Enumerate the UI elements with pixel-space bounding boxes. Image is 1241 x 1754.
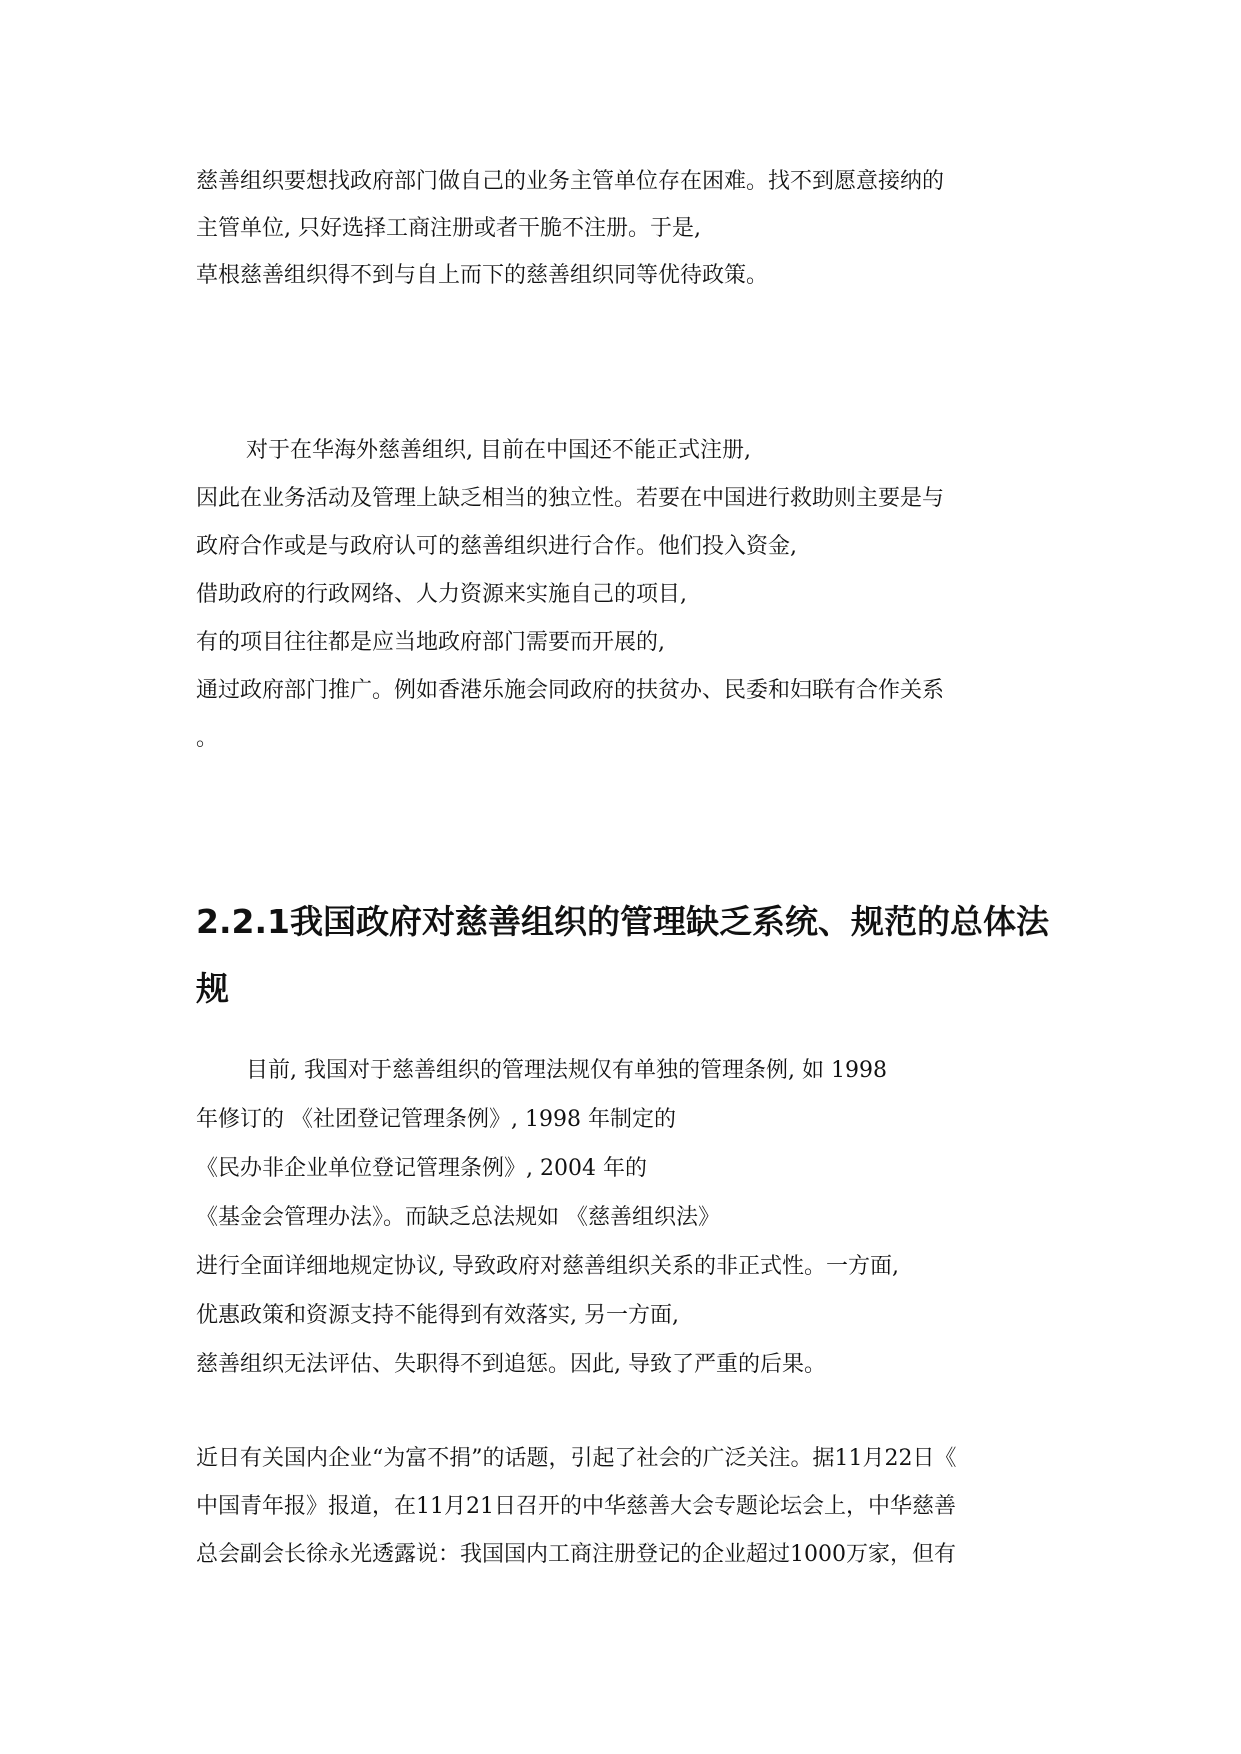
section-heading-line-1: 2.2.1我国政府对慈善组织的管理缺乏系统、规范的总体法 xyxy=(196,902,1049,941)
para2-line-1: 对于在华海外慈善组织, 目前在中国还不能正式注册, xyxy=(246,438,751,463)
para3-line-3: 《民办非企业单位登记管理条例》, 2004 年的 xyxy=(196,1156,647,1181)
para3-line-7: 慈善组织无法评估、失职得不到追惩。因此, 导致了严重的后果。 xyxy=(196,1352,826,1377)
para4-line-2: 中国青年报》报道，在11月21日召开的中华慈善大会专题论坛会上，中华慈善 xyxy=(196,1494,956,1519)
para3-line-5: 进行全面详细地规定协议, 导致政府对慈善组织关系的非正式性。一方面, xyxy=(196,1254,899,1279)
para2-line-6: 通过政府部门推广。例如香港乐施会同政府的扶贫办、民委和妇联有合作关系 xyxy=(196,678,945,703)
para2-line-7: 。 xyxy=(196,726,219,751)
para2-line-2: 因此在业务活动及管理上缺乏相当的独立性。若要在中国进行救助则主要是与 xyxy=(196,486,945,511)
para1-line-2: 主管单位, 只好选择工商注册或者干脆不注册。于是, xyxy=(196,216,701,241)
para3-line-1: 目前, 我国对于慈善组织的管理法规仅有单独的管理条例, 如 1998 xyxy=(246,1058,887,1083)
para3-line-4: 《基金会管理办法》。而缺乏总法规如 《慈善组织法》 xyxy=(196,1205,720,1230)
para1-line-3: 草根慈善组织得不到与自上而下的慈善组织同等优待政策。 xyxy=(196,263,769,288)
para4-line-3: 总会副会长徐永光透露说：我国国内工商注册登记的企业超过1000万家，但有 xyxy=(196,1542,956,1567)
section-heading-line-2: 规 xyxy=(196,969,229,1008)
para1-line-1: 慈善组织要想找政府部门做自己的业务主管单位存在困难。找不到愿意接纳的 xyxy=(196,169,945,194)
para3-line-6: 优惠政策和资源支持不能得到有效落实, 另一方面, xyxy=(196,1303,679,1328)
para4-line-1: 近日有关国内企业“为富不捐”的话题，引起了社会的广泛关注。据11月22日《 xyxy=(196,1446,957,1471)
para3-line-2: 年修订的 《社团登记管理条例》, 1998 年制定的 xyxy=(196,1107,676,1132)
para2-line-5: 有的项目往往都是应当地政府部门需要而开展的, xyxy=(196,630,665,655)
para2-line-3: 政府合作或是与政府认可的慈善组织进行合作。他们投入资金, xyxy=(196,534,797,559)
para2-line-4: 借助政府的行政网络、人力资源来实施自己的项目, xyxy=(196,582,687,607)
